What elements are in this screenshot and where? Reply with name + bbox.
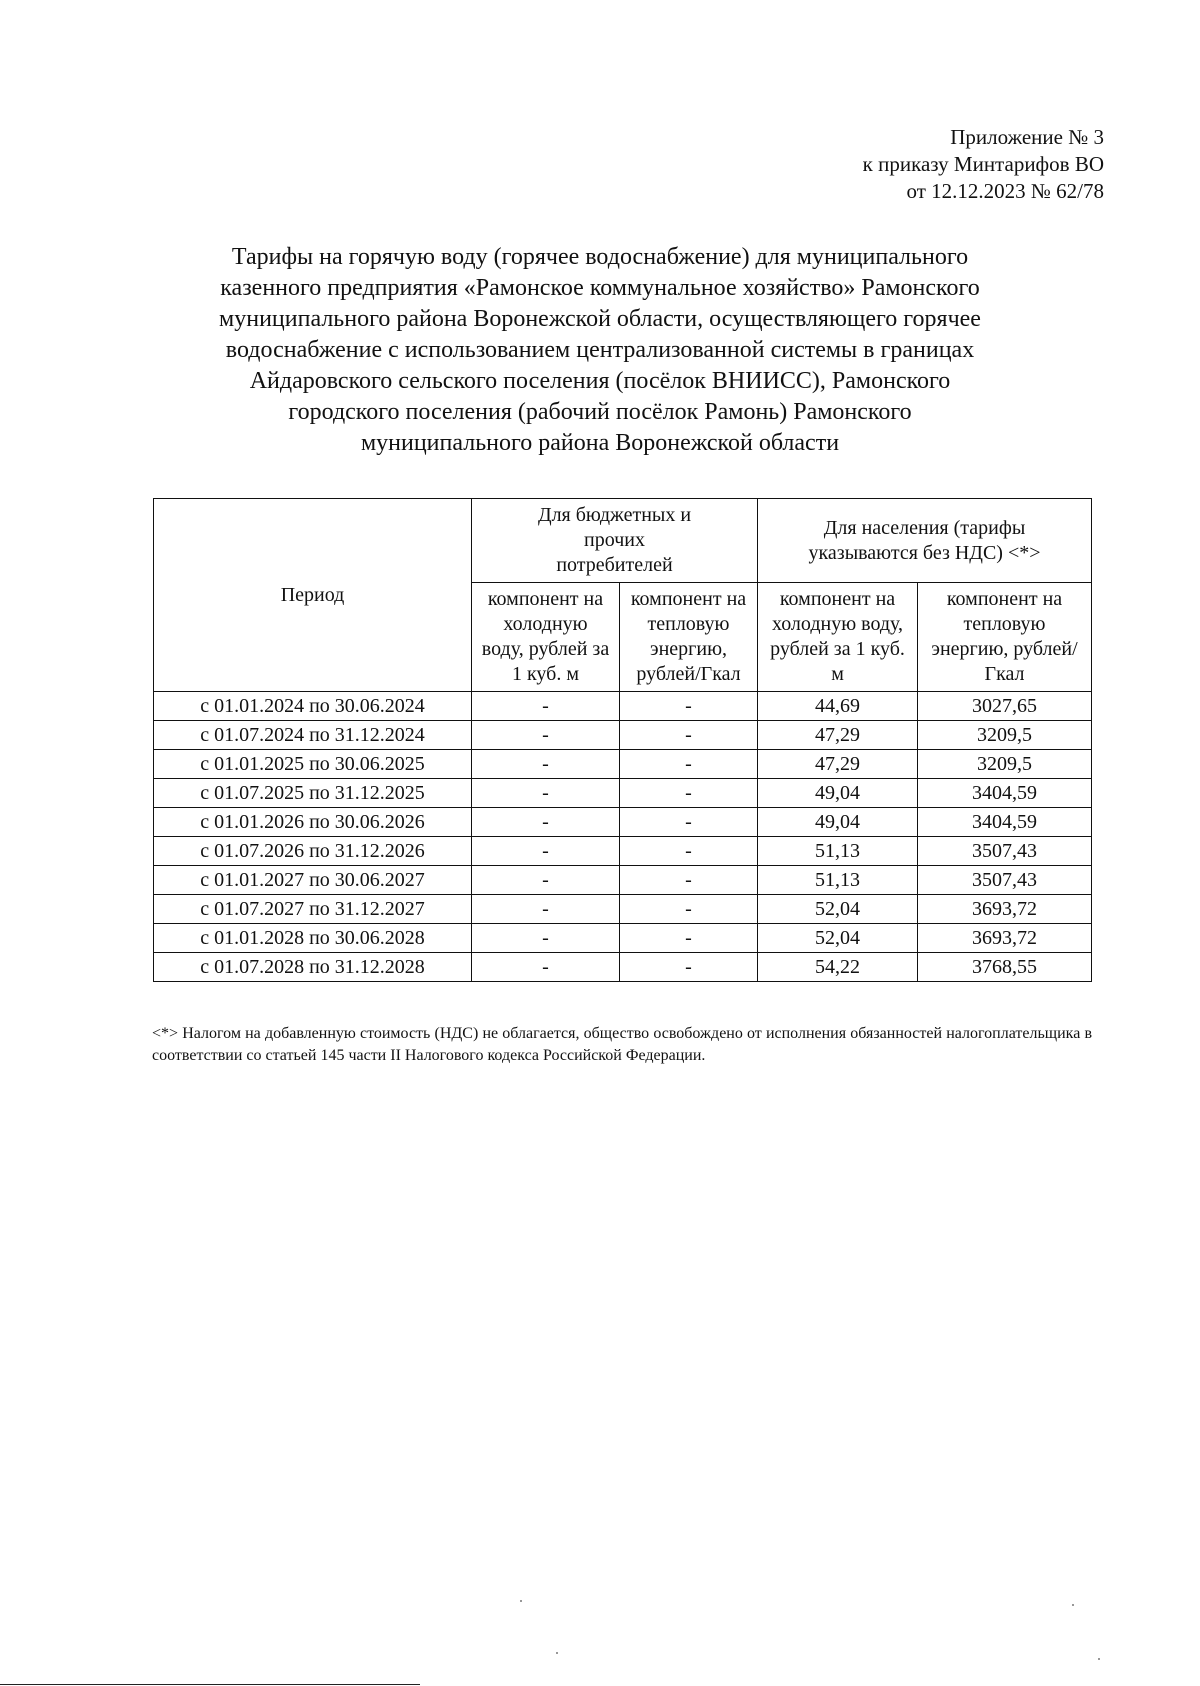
table-row xyxy=(154,808,1092,837)
vat-footnote: <*> Налогом на добавленную стоимость (НДС) не облагается, общество освобождено от исполнения обязанностей налогоплательщика в соответствии со статьей 145 части II Налогового кодекса Российской Федерации. xyxy=(152,1025,1092,1064)
population-heat-cell: 3209,5 xyxy=(918,750,1092,779)
population-heat-cell: 3693,72 xyxy=(918,895,1092,924)
period-cell: с 01.07.2025 по 31.12.2025 xyxy=(154,779,472,808)
population-heat-cell: 3507,43 xyxy=(918,837,1092,866)
population-cold-cell: 49,04 xyxy=(758,779,918,808)
budget-heat-cell: - xyxy=(620,721,758,750)
table-row xyxy=(154,692,1092,721)
population-heat-cell: 3209,5 xyxy=(918,721,1092,750)
period-cell: с 01.01.2024 по 30.06.2024 xyxy=(154,692,472,721)
period-cell: с 01.01.2028 по 30.06.2028 xyxy=(154,924,472,953)
appendix-reference xyxy=(863,124,1104,205)
budget-cold-cell: - xyxy=(472,721,620,750)
budget-heat-cell: - xyxy=(620,895,758,924)
budget-heat-cell: - xyxy=(620,692,758,721)
table-row xyxy=(154,837,1092,866)
table-row xyxy=(154,721,1092,750)
population-group-header: Для населения (тарифы указываются без НДС) <*> xyxy=(758,499,1092,583)
period-cell: с 01.07.2024 по 31.12.2024 xyxy=(154,721,472,750)
budget-heat-cell: - xyxy=(620,837,758,866)
scan-speck xyxy=(556,1652,558,1654)
appendix-number: Приложение № 3 xyxy=(950,125,1104,149)
title-line: водоснабжение с использованием централизованной системы в границах xyxy=(225,337,975,363)
tariff-table xyxy=(153,498,1092,982)
period-cell: с 01.01.2026 по 30.06.2026 xyxy=(154,808,472,837)
population-cold-cell: 47,29 xyxy=(758,750,918,779)
appendix-date: от 12.12.2023 № 62/78 xyxy=(906,179,1104,203)
table-row xyxy=(154,866,1092,895)
budget-cold-cell: - xyxy=(472,692,620,721)
title-line: городского поселения (рабочий посёлок Рамонь) Рамонского xyxy=(288,399,912,425)
table-row xyxy=(154,924,1092,953)
budget-cold-cell: - xyxy=(472,779,620,808)
budget-heat-cell: - xyxy=(620,953,758,982)
period-cell: с 01.07.2026 по 31.12.2026 xyxy=(154,837,472,866)
population-cold-cell: 47,29 xyxy=(758,721,918,750)
scan-edge-line xyxy=(0,1684,420,1685)
population-heat-cell: 3027,65 xyxy=(918,692,1092,721)
budget-cold-cell: - xyxy=(472,750,620,779)
population-cold-cell: 44,69 xyxy=(758,692,918,721)
scan-speck xyxy=(1098,1658,1100,1660)
table-row xyxy=(154,779,1092,808)
period-header: Период xyxy=(154,499,472,692)
table-row xyxy=(154,953,1092,982)
budget-cold-cell: - xyxy=(472,924,620,953)
population-heat-cell: 3693,72 xyxy=(918,924,1092,953)
population-cold-cell: 52,04 xyxy=(758,895,918,924)
appendix-order: к приказу Минтарифов ВО xyxy=(862,152,1104,176)
budget-heat-cell: - xyxy=(620,808,758,837)
budget-cold-cell: - xyxy=(472,895,620,924)
title-line: муниципального района Воронежской области xyxy=(360,430,840,456)
title-line: казенного предприятия «Рамонское коммунальное хозяйство» Рамонского xyxy=(220,275,980,301)
population-cold-cell: 54,22 xyxy=(758,953,918,982)
population-heat-cell: 3768,55 xyxy=(918,953,1092,982)
population-heat-cell: 3404,59 xyxy=(918,808,1092,837)
budget-cold-cell: - xyxy=(472,866,620,895)
period-cell: с 01.01.2027 по 30.06.2027 xyxy=(154,866,472,895)
budget-heat-cell: - xyxy=(620,779,758,808)
title-line: Тарифы на горячую воду (горячее водоснабжение) для муниципального xyxy=(231,244,969,270)
scan-speck xyxy=(1072,1604,1074,1606)
budget-cold-cell: - xyxy=(472,953,620,982)
population-cold-cell: 51,13 xyxy=(758,837,918,866)
table-row xyxy=(154,895,1092,924)
population-cold-header: компонент на холодную воду, рублей за 1 куб. м xyxy=(758,583,918,692)
budget-heat-cell: - xyxy=(620,866,758,895)
population-cold-cell: 52,04 xyxy=(758,924,918,953)
budget-heat-cell: - xyxy=(620,750,758,779)
document-title xyxy=(130,242,1070,459)
population-heat-cell: 3404,59 xyxy=(918,779,1092,808)
period-cell: с 01.07.2027 по 31.12.2027 xyxy=(154,895,472,924)
budget-group-header: Для бюджетных и прочих потребителей xyxy=(472,499,758,583)
budget-cold-cell: - xyxy=(472,837,620,866)
population-heat-header: компонент на тепловую энергию, рублей/Гкал xyxy=(918,583,1092,692)
budget-heat-header: компонент на тепловую энергию, рублей/Гкал xyxy=(620,583,758,692)
period-cell: с 01.07.2028 по 31.12.2028 xyxy=(154,953,472,982)
population-cold-cell: 49,04 xyxy=(758,808,918,837)
budget-heat-cell: - xyxy=(620,924,758,953)
budget-cold-cell: - xyxy=(472,808,620,837)
population-cold-cell: 51,13 xyxy=(758,866,918,895)
period-cell: с 01.01.2025 по 30.06.2025 xyxy=(154,750,472,779)
budget-cold-header: компонент на холодную воду, рублей за 1 куб. м xyxy=(472,583,620,692)
title-line: муниципального района Воронежской области, осуществляющего горячее xyxy=(219,306,981,332)
scan-speck xyxy=(520,1600,522,1602)
table-row xyxy=(154,750,1092,779)
population-heat-cell: 3507,43 xyxy=(918,866,1092,895)
title-line: Айдаровского сельского поселения (посёлок ВНИИСС), Рамонского xyxy=(249,368,951,394)
